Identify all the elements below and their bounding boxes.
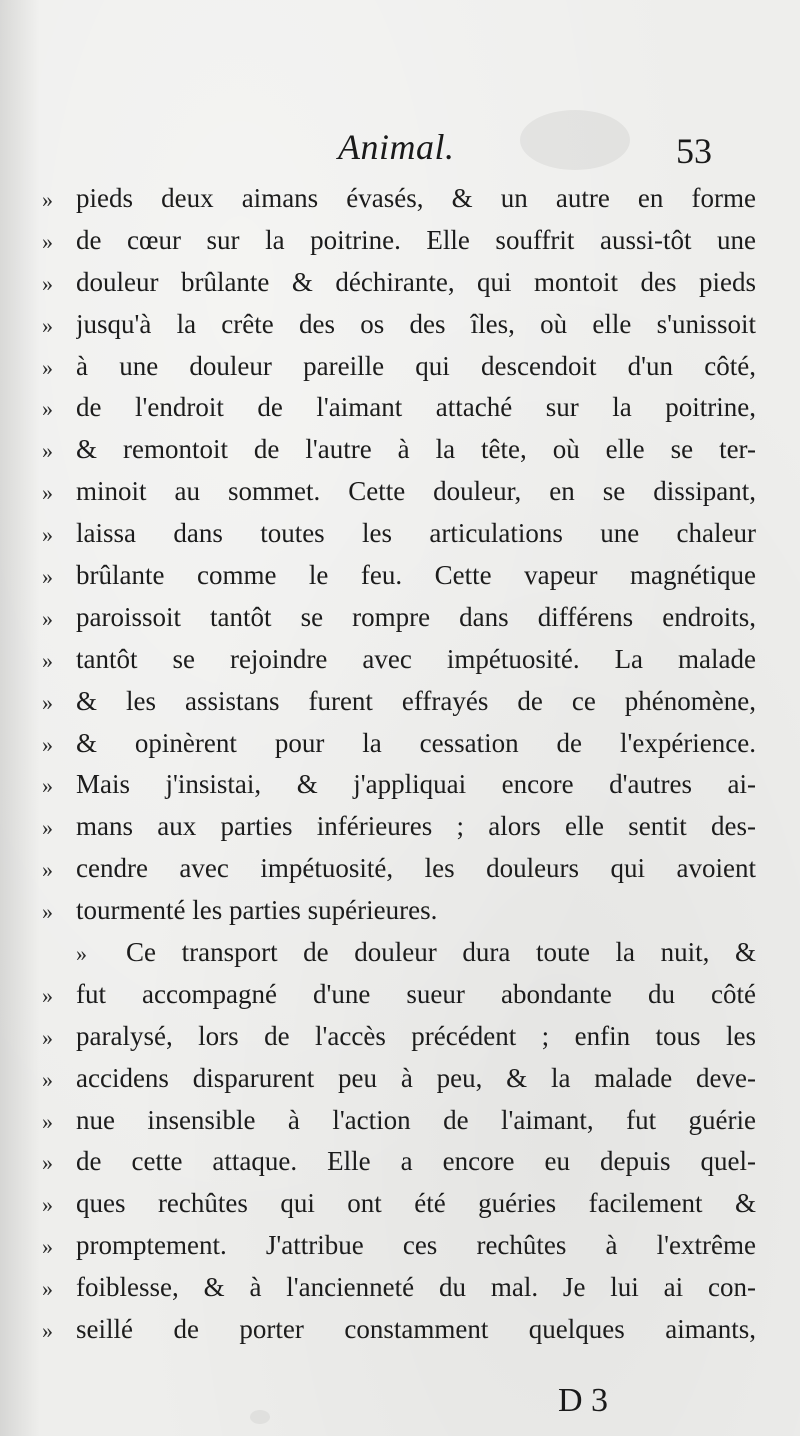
- line-text: & les assistans furent effrayés de ce phénomène,: [76, 685, 756, 716]
- line-text: tourmenté les parties supérieures.: [76, 895, 438, 926]
- page-edge-shadow: [0, 0, 40, 1436]
- quotation-mark: »: [42, 228, 53, 254]
- text-line: [36, 1058, 756, 1100]
- text-line: [36, 178, 756, 220]
- running-title: Animal.: [338, 127, 455, 167]
- quotation-mark: »: [42, 1066, 53, 1092]
- text-line: [36, 848, 756, 890]
- quotation-mark: »: [42, 396, 53, 422]
- line-text: foiblesse, & à l'ancienneté du mal. Je lui ai con-: [76, 1272, 756, 1303]
- text-line: [36, 513, 756, 555]
- line-text: de l'endroit de l'aimant attaché sur la poitrine,: [76, 392, 756, 423]
- text-line: [36, 1309, 756, 1351]
- quotation-mark: »: [42, 1276, 53, 1302]
- line-text: fut accompagné d'une sueur abondante du côté: [76, 978, 756, 1009]
- quotation-mark: »: [42, 899, 53, 925]
- text-line: [36, 220, 756, 262]
- line-text: ques rechûtes qui ont été guéries facilement &: [76, 1188, 756, 1219]
- line-text: laissa dans toutes les articulations une chaleur: [76, 518, 756, 549]
- line-text: seillé de porter constamment quelques aimants,: [76, 1314, 756, 1345]
- text-line: [36, 806, 756, 848]
- line-text: tantôt se rejoindre avec impétuosité. La malade: [76, 643, 756, 674]
- quotation-mark: »: [42, 1150, 53, 1176]
- text-line: [36, 681, 756, 723]
- text-line: [36, 1100, 756, 1142]
- text-line: [36, 346, 756, 388]
- text-line: [36, 1016, 756, 1058]
- quotation-mark: »: [42, 647, 53, 673]
- line-text: paralysé, lors de l'accès précédent ; enfin tous les: [76, 1020, 756, 1051]
- text-line: [36, 387, 756, 429]
- text-line: [36, 1267, 756, 1309]
- quotation-mark: »: [76, 941, 87, 967]
- text-line: [36, 723, 756, 765]
- text-line: [36, 639, 756, 681]
- line-text: de cette attaque. Elle a encore eu depuis quel-: [76, 1146, 756, 1177]
- quotation-mark: »: [42, 522, 53, 548]
- quotation-mark: »: [42, 438, 53, 464]
- quotation-mark: »: [42, 731, 53, 757]
- quotation-mark: »: [42, 270, 53, 296]
- text-line: [36, 471, 756, 513]
- quotation-mark: »: [42, 312, 53, 338]
- line-text: pieds deux aimans évasés, & un autre en forme: [76, 183, 756, 213]
- line-text: Ce transport de douleur dura toute la nuit, &: [126, 937, 756, 968]
- line-text: Mais j'insistai, & j'appliquai encore d'autres ai-: [76, 769, 756, 800]
- quotation-mark: »: [42, 1234, 53, 1260]
- page-header: [0, 118, 800, 174]
- text-line: [36, 429, 756, 471]
- text-line: [36, 932, 756, 974]
- text-line: [36, 1225, 756, 1267]
- text-line: [36, 1141, 756, 1183]
- line-text: accidens disparurent peu à peu, & la malade deve-: [76, 1062, 756, 1093]
- line-text: nue insensible à l'action de l'aimant, fut guérie: [76, 1104, 756, 1135]
- quotation-mark: »: [42, 564, 53, 590]
- text-line: [36, 890, 756, 932]
- line-text: à une douleur pareille qui descendoit d'un côté,: [76, 350, 756, 381]
- text-line: [36, 597, 756, 639]
- line-text: jusqu'à la crête des os des îles, où elle s'unissoit: [76, 308, 756, 339]
- text-line: [36, 555, 756, 597]
- line-text: promptement. J'attribue ces rechûtes à l'extrême: [76, 1230, 756, 1261]
- quotation-mark: »: [42, 857, 53, 883]
- line-text: & opinèrent pour la cessation de l'expérience.: [76, 727, 756, 758]
- line-text: & remontoit de l'autre à la tête, où elle se ter-: [76, 434, 756, 465]
- paper-stain: [250, 1410, 270, 1424]
- quotation-mark: »: [42, 605, 53, 631]
- quotation-mark: »: [42, 689, 53, 715]
- quotation-mark: »: [42, 1108, 53, 1134]
- signature-mark: D 3: [558, 1382, 609, 1419]
- text-line: [36, 304, 756, 346]
- quotation-mark: »: [42, 187, 53, 212]
- text-line: [36, 1183, 756, 1225]
- page-number: 53: [676, 131, 712, 171]
- line-text: paroissoit tantôt se rompre dans différens endroits,: [76, 601, 756, 632]
- line-text: douleur brûlante & déchirante, qui montoit des pieds: [76, 266, 756, 297]
- line-text: cendre avec impétuosité, les douleurs qui avoient: [76, 853, 756, 884]
- quotation-mark: »: [42, 773, 53, 799]
- quotation-mark: »: [42, 982, 53, 1008]
- line-text: brûlante comme le feu. Cette vapeur magnétique: [76, 560, 756, 591]
- text-line: [36, 262, 756, 304]
- quotation-mark: »: [42, 815, 53, 841]
- text-line: [36, 974, 756, 1016]
- quotation-mark: »: [42, 1318, 53, 1344]
- line-text: minoit au sommet. Cette douleur, en se dissipant,: [76, 476, 756, 507]
- body-text: [36, 178, 756, 1351]
- quotation-mark: »: [42, 1192, 53, 1218]
- line-text: mans aux parties inférieures ; alors elle sentit des-: [76, 811, 756, 842]
- line-text: de cœur sur la poitrine. Elle souffrit aussi-tôt une: [76, 224, 756, 255]
- text-line: [36, 764, 756, 806]
- quotation-mark: »: [42, 480, 53, 506]
- quotation-mark: »: [42, 1024, 53, 1050]
- quotation-mark: »: [42, 354, 53, 380]
